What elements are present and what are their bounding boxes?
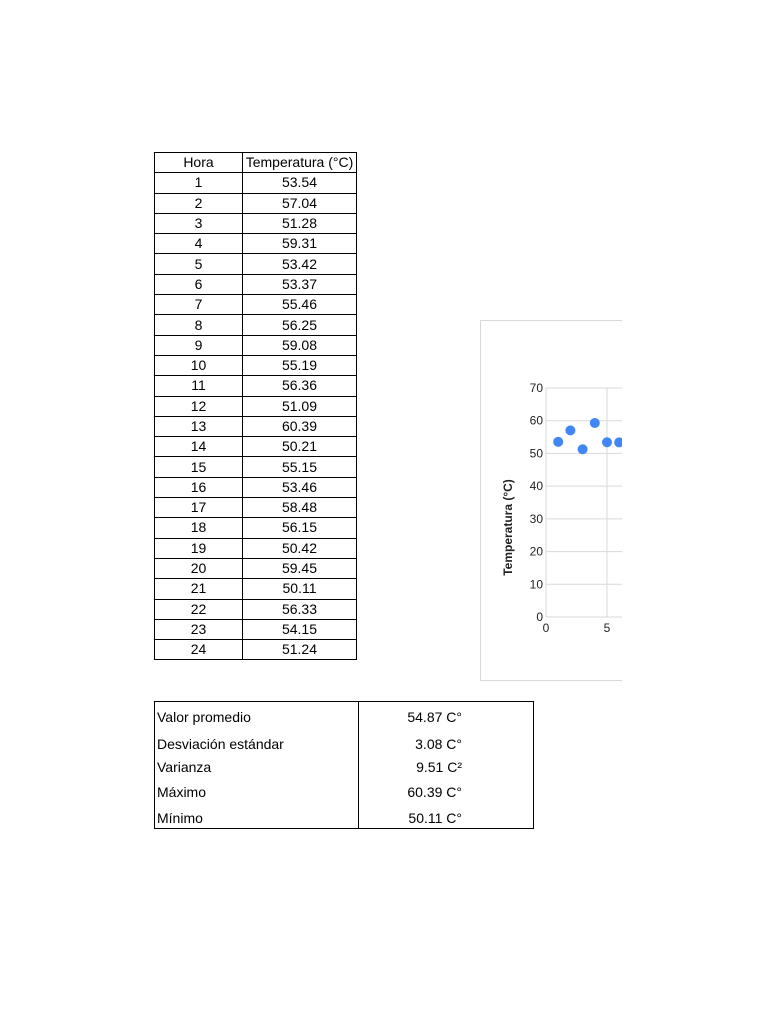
data-point [602,437,612,447]
table-row [155,295,357,315]
table-row [155,518,357,538]
scatter-chart [480,320,622,681]
y-tick-label: 70 [529,381,543,395]
hora-cell: 12 [155,396,243,416]
chart-svg [481,321,622,680]
hora-cell: 19 [155,538,243,558]
column-header-temperatura: Temperatura (°C) [243,153,357,173]
temperatura-cell: 50.11 [243,579,357,599]
y-tick-label: 0 [536,610,543,624]
temperatura-cell: 54.15 [243,619,357,639]
hora-cell: 21 [155,579,243,599]
table-header-row [155,153,357,173]
x-tick-label: 0 [542,621,550,635]
y-tick-label: 40 [529,479,543,494]
y-tick-label: 50 [529,446,543,461]
stat-value: 54.87 C° [407,709,462,725]
hora-cell: 16 [155,477,243,497]
hora-cell: 5 [155,254,243,274]
y-tick-label: 20 [529,544,543,559]
table-row [155,335,357,355]
hora-cell: 24 [155,640,243,660]
temperatura-cell: 59.08 [243,335,357,355]
temperatura-cell: 55.15 [243,457,357,477]
x-tick-label: 5 [603,621,611,635]
stat-value: 60.39 C° [407,784,462,800]
hora-cell: 3 [155,213,243,233]
stat-label: Máximo [157,784,207,800]
temperatura-cell: 57.04 [243,193,357,213]
statistics-box [154,701,534,829]
hora-cell: 13 [155,416,243,436]
hora-cell: 1 [155,173,243,193]
table-row [155,437,357,457]
hora-cell: 2 [155,193,243,213]
hora-cell: 23 [155,619,243,639]
temperatura-cell: 55.19 [243,355,357,375]
data-point [565,425,575,435]
table-row [155,254,357,274]
table-row [155,274,357,294]
temperatura-cell: 60.39 [243,416,357,436]
temperatura-cell: 58.48 [243,498,357,518]
y-tick-label: 30 [529,511,543,526]
stat-label: Valor promedio [157,709,251,725]
statistics-divider [358,702,359,828]
table-row [155,315,357,335]
table-row [155,173,357,193]
table-row [155,376,357,396]
temperatura-cell: 59.45 [243,558,357,578]
stat-value: 9.51 C² [416,759,462,775]
stat-label: Mínimo [157,810,203,826]
table-row [155,538,357,558]
table-row [155,396,357,416]
y-tick-label: 10 [529,577,543,592]
table-row [155,498,357,518]
hora-cell: 10 [155,355,243,375]
table-row [155,619,357,639]
hora-cell: 17 [155,498,243,518]
temperature-table [154,152,357,660]
table-row [155,234,357,254]
temperatura-cell: 56.25 [243,315,357,335]
data-point [614,437,622,447]
temperatura-cell: 53.54 [243,173,357,193]
temperatura-cell: 50.21 [243,437,357,457]
hora-cell: 18 [155,518,243,538]
stat-value: 50.11 C° [408,810,462,826]
temperatura-cell: 59.31 [243,234,357,254]
hora-cell: 6 [155,274,243,294]
table-row [155,640,357,660]
temperatura-cell: 53.46 [243,477,357,497]
hora-cell: 22 [155,599,243,619]
data-point [553,437,563,447]
stat-value: 3.08 C° [415,736,462,752]
y-axis-label: Temperatura (°C) [501,479,515,576]
temperatura-cell: 51.24 [243,640,357,660]
temperatura-cell: 55.46 [243,295,357,315]
temperatura-cell: 51.09 [243,396,357,416]
hora-cell: 15 [155,457,243,477]
table-row [155,355,357,375]
table-row [155,213,357,233]
stat-label: Desviación estándar [157,736,284,752]
temperatura-cell: 50.42 [243,538,357,558]
table-row [155,193,357,213]
stat-label: Varianza [157,759,212,775]
temperatura-cell: 56.33 [243,599,357,619]
table-row [155,416,357,436]
temperatura-cell: 53.37 [243,274,357,294]
temperatura-cell: 56.36 [243,376,357,396]
table-row [155,558,357,578]
temperatura-cell: 53.42 [243,254,357,274]
temperatura-cell: 56.15 [243,518,357,538]
table-row [155,477,357,497]
y-tick-label: 60 [529,413,543,428]
hora-cell: 20 [155,558,243,578]
hora-cell: 4 [155,234,243,254]
data-point [590,418,600,428]
hora-cell: 9 [155,335,243,355]
temperatura-cell: 51.28 [243,213,357,233]
data-point [578,444,588,454]
table-row [155,457,357,477]
hora-cell: 14 [155,437,243,457]
hora-cell: 11 [155,376,243,396]
hora-cell: 7 [155,295,243,315]
table-row [155,579,357,599]
hora-cell: 8 [155,315,243,335]
column-header-hora: Hora [155,153,243,173]
table-row [155,599,357,619]
